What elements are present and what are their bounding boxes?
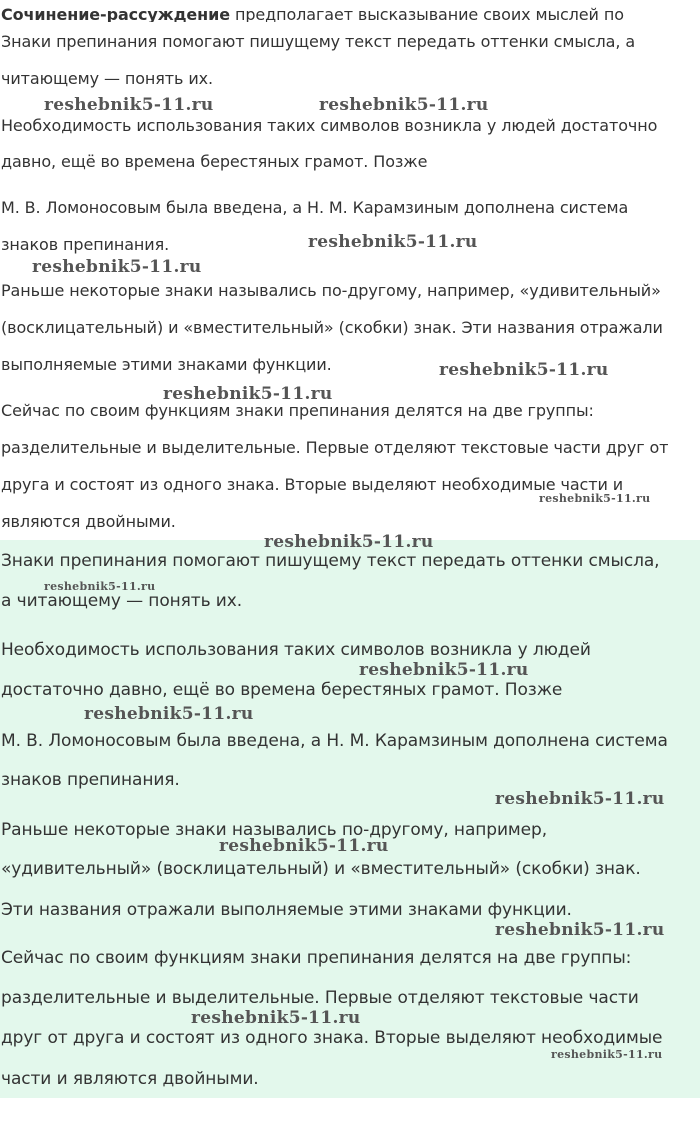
paragraph-line: выполняемые этими знаками функции. bbox=[1, 355, 332, 374]
watermark: reshebnik5-11.ru bbox=[308, 232, 478, 252]
paragraph-line: друга и состоят из одного знака. Вторые выделяют необходимые части и bbox=[1, 475, 624, 494]
watermark: reshebnik5-11.ru bbox=[32, 257, 202, 277]
paragraph-line: разделительные и выделительные. Первые отделяют текстовые части bbox=[1, 988, 639, 1008]
paragraph-line: являются двойными. bbox=[1, 512, 176, 531]
paragraph-line: давно, ещё во времена берестяных грамот. Позже bbox=[1, 152, 428, 171]
paragraph-line: Знаки препинания помогают пишущему текст передать оттенки смысла, а bbox=[1, 32, 636, 51]
paragraph-line: Раньше некоторые знаки назывались по-другому, например, «удивительный» bbox=[1, 281, 661, 300]
paragraph-line: знаков препинания. bbox=[1, 770, 180, 790]
paragraph-line: (восклицательный) и «вместительный» (скобки) знак. Эти названия отражали bbox=[1, 318, 663, 337]
watermark: reshebnik5-11.ru bbox=[84, 704, 254, 724]
paragraph-line: Необходимость использования таких символов возникла у людей достаточно bbox=[1, 116, 658, 135]
paragraph-line: а читающему — понять их. bbox=[1, 591, 243, 611]
clipped-heading-line bbox=[0, 0, 700, 22]
watermark: reshebnik5-11.ru bbox=[44, 580, 156, 593]
paragraph-line: М. В. Ломоносовым была введена, а Н. М. Карамзиным дополнена система bbox=[1, 731, 668, 751]
watermark: reshebnik5-11.ru bbox=[551, 1048, 663, 1061]
heading-bold-fragment: Сочинение-рассуждение bbox=[1, 5, 230, 22]
paragraph-line: Сейчас по своим функциям знаки препинания делятся на две группы: bbox=[1, 401, 594, 420]
watermark: reshebnik5-11.ru bbox=[191, 1008, 361, 1028]
watermark: reshebnik5-11.ru bbox=[495, 920, 665, 940]
paragraph-line: Эти названия отражали выполняемые этими знаками функции. bbox=[1, 900, 572, 920]
paragraph-line: знаков препинания. bbox=[1, 235, 170, 254]
watermark: reshebnik5-11.ru bbox=[44, 95, 214, 115]
watermark: reshebnik5-11.ru bbox=[163, 384, 333, 404]
paragraph-line: части и являются двойными. bbox=[1, 1069, 259, 1089]
heading-rest-fragment: предполагает высказывание своих мыслей по bbox=[229, 5, 624, 22]
paragraph-line: Необходимость использования таких символов возникла у людей bbox=[1, 640, 591, 660]
watermark: reshebnik5-11.ru bbox=[264, 532, 434, 552]
watermark: reshebnik5-11.ru bbox=[319, 95, 489, 115]
paragraph-line: Раньше некоторые знаки назывались по-другому, например, bbox=[1, 820, 547, 840]
watermark: reshebnik5-11.ru bbox=[495, 789, 665, 809]
paragraph-line: «удивительный» (восклицательный) и «вместительный» (скобки) знак. bbox=[1, 859, 641, 879]
paragraph-line: друг от друга и состоят из одного знака. Вторые выделяют необходимые bbox=[1, 1028, 663, 1048]
watermark: reshebnik5-11.ru bbox=[359, 660, 529, 680]
watermark: reshebnik5-11.ru bbox=[219, 836, 389, 856]
paragraph-line: достаточно давно, ещё во времена берестяных грамот. Позже bbox=[1, 680, 563, 700]
paragraph-line: Сейчас по своим функциям знаки препинания делятся на две группы: bbox=[1, 948, 632, 968]
paragraph-line: разделительные и выделительные. Первые отделяют текстовые части друг от bbox=[1, 438, 669, 457]
watermark: reshebnik5-11.ru bbox=[439, 360, 609, 380]
paragraph-line: Знаки препинания помогают пишущему текст передать оттенки смысла, bbox=[1, 551, 660, 571]
paragraph-line: читающему — понять их. bbox=[1, 69, 213, 88]
paragraph-line: М. В. Ломоносовым была введена, а Н. М. Карамзиным дополнена система bbox=[1, 198, 629, 217]
watermark: reshebnik5-11.ru bbox=[539, 492, 651, 505]
